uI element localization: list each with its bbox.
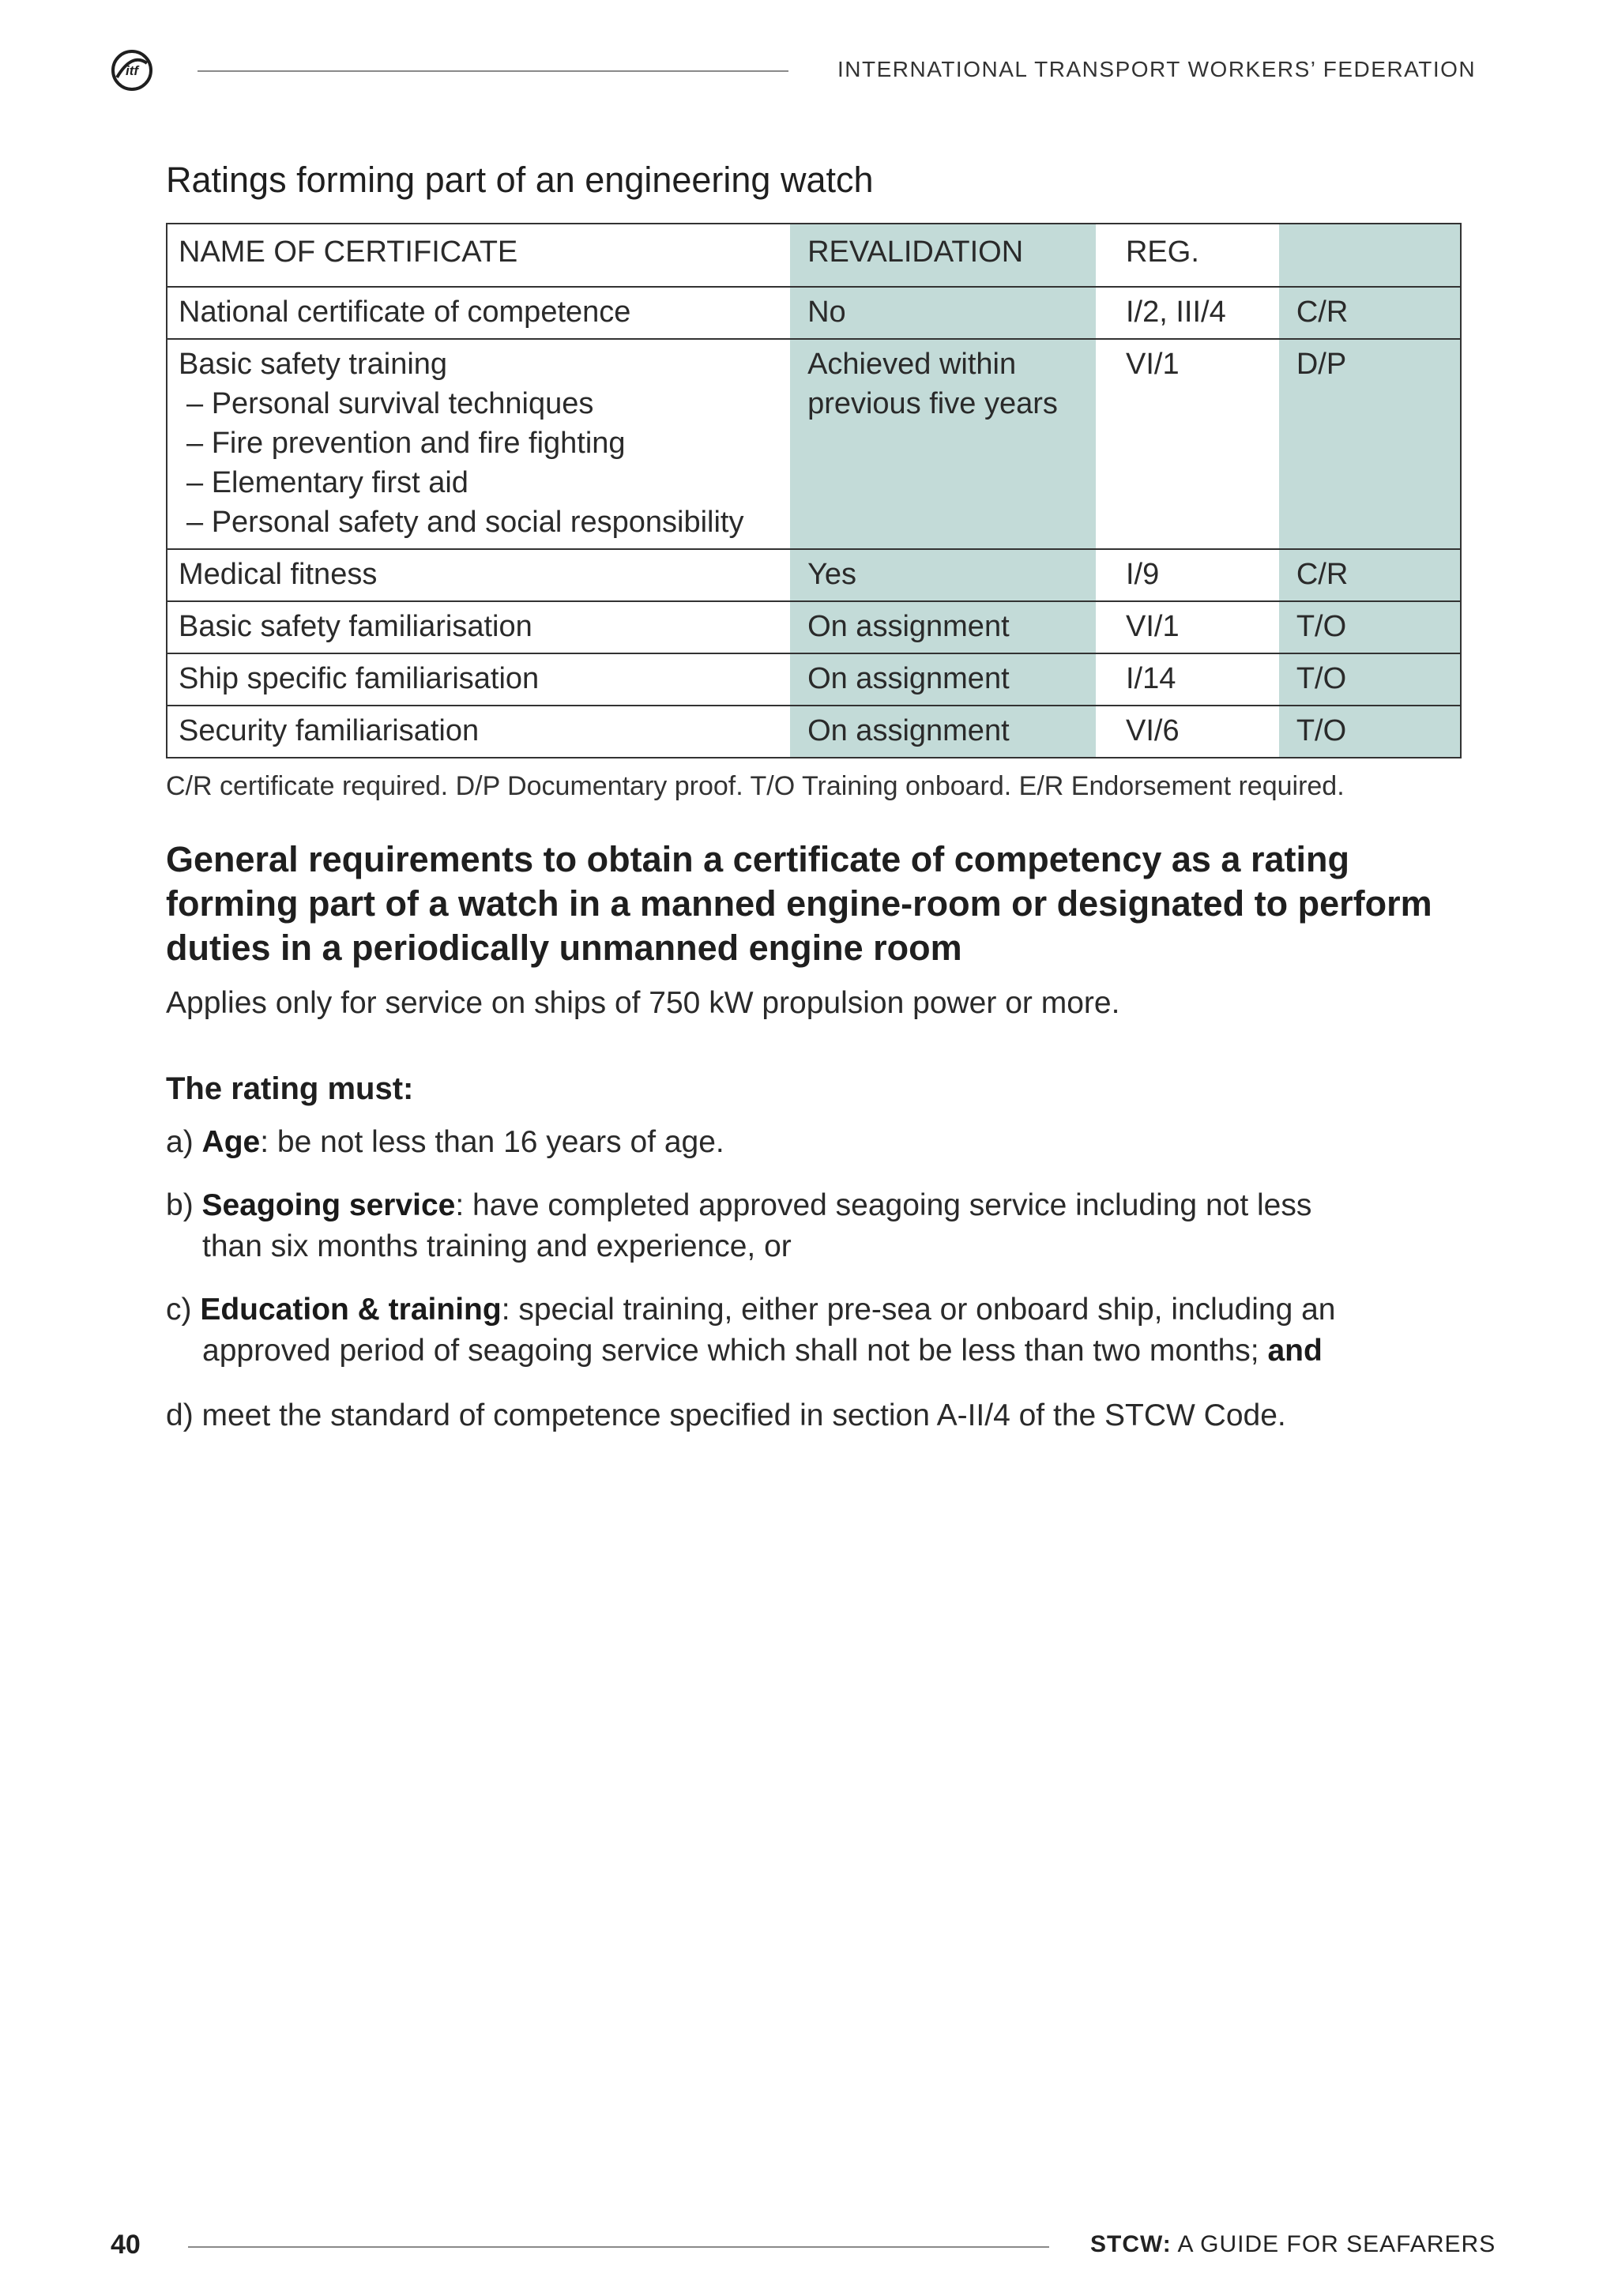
item-marker: b) bbox=[166, 1188, 194, 1222]
column-header-name: NAME OF CERTIFICATE bbox=[167, 224, 790, 287]
item-text: : be not less than 16 years of age. bbox=[260, 1125, 724, 1159]
item-term: Age bbox=[201, 1125, 261, 1159]
cell-certificate-name: National certificate of competence bbox=[167, 287, 790, 339]
list-item: – Elementary first aid bbox=[186, 466, 468, 499]
cell-certificate-name: Ship specific familiarisation bbox=[167, 653, 790, 706]
cell-revalidation: On assignment bbox=[790, 653, 1096, 706]
cell-reg: I/9 bbox=[1096, 549, 1279, 601]
cell-reg: VI/1 bbox=[1096, 601, 1279, 653]
footer-title-bold: STCW: bbox=[1090, 2231, 1172, 2257]
column-header-revalidation: REVALIDATION bbox=[790, 224, 1096, 287]
table-row bbox=[167, 601, 1461, 653]
footer-title-rest: A GUIDE FOR SEAFARERS bbox=[1177, 2231, 1496, 2257]
training-sub-list bbox=[179, 384, 779, 542]
cell-certificate-name: Basic safety familiarisation bbox=[167, 601, 790, 653]
item-term: Education & training bbox=[200, 1293, 502, 1327]
cell-reg: I/2, III/4 bbox=[1096, 287, 1279, 339]
itf-logo-icon bbox=[111, 49, 153, 92]
cell-code: C/R bbox=[1279, 287, 1461, 339]
cell-revalidation: No bbox=[790, 287, 1096, 339]
header-organization: INTERNATIONAL TRANSPORT WORKERS’ FEDERATION bbox=[837, 57, 1477, 81]
requirement-item-education-training bbox=[166, 1289, 1477, 1372]
list-item: – Personal safety and social responsibility bbox=[186, 506, 744, 539]
cell-code: C/R bbox=[1279, 549, 1461, 601]
table-row bbox=[167, 549, 1461, 601]
applicability-note: Applies only for service on ships of 750 kW propulsion power or more. bbox=[166, 986, 1120, 1020]
section-title: Ratings forming part of an engineering watch bbox=[166, 160, 874, 200]
cell-certificate-name bbox=[167, 339, 790, 549]
general-requirements-heading: General requirements to obtain a certificate of competency as a rating forming part of a watch in a manned engine-room or designated to perform duties in a periodically unmanned engine room bbox=[166, 839, 1432, 968]
logo-text: itf bbox=[125, 63, 139, 78]
requirement-item-competence bbox=[166, 1395, 1477, 1436]
footer-divider bbox=[188, 2246, 1049, 2248]
list-item: – Personal survival techniques bbox=[186, 387, 594, 420]
page-number: 40 bbox=[111, 2230, 141, 2260]
requirement-item-seagoing-service bbox=[166, 1185, 1477, 1267]
item-marker: c) bbox=[166, 1293, 192, 1327]
item-text: meet the standard of competence specified in section A-II/4 of the STCW Code. bbox=[201, 1398, 1286, 1432]
rating-must-heading: The rating must: bbox=[166, 1071, 414, 1106]
cell-reg: I/14 bbox=[1096, 653, 1279, 706]
item-marker: d) bbox=[166, 1398, 194, 1432]
item-continuation: than six months training and experience, or bbox=[202, 1229, 792, 1263]
item-text: : special training, either pre-sea or onboard ship, including an bbox=[501, 1293, 1336, 1327]
requirement-item-age bbox=[166, 1122, 1477, 1163]
table-row bbox=[167, 653, 1461, 706]
cell-revalidation: On assignment bbox=[790, 706, 1096, 758]
item-marker: a) bbox=[166, 1125, 194, 1159]
table-header-row bbox=[167, 224, 1461, 287]
table-row bbox=[167, 287, 1461, 339]
item-tail: and bbox=[1267, 1334, 1323, 1368]
column-header-reg: REG. bbox=[1096, 224, 1279, 287]
cell-certificate-name: Medical fitness bbox=[167, 549, 790, 601]
item-continuation-line bbox=[166, 1331, 1477, 1372]
cell-code: T/O bbox=[1279, 706, 1461, 758]
table-footnote: C/R certificate required. D/P Documentary proof. T/O Training onboard. E/R Endorsement required. bbox=[166, 771, 1345, 801]
cell-revalidation: Achieved within previous five years bbox=[790, 339, 1096, 549]
cell-code: D/P bbox=[1279, 339, 1461, 549]
header-divider bbox=[198, 70, 788, 72]
footer-title bbox=[1090, 2231, 1496, 2258]
certificate-name: Basic safety training bbox=[179, 348, 448, 381]
cell-code: T/O bbox=[1279, 653, 1461, 706]
cell-revalidation: On assignment bbox=[790, 601, 1096, 653]
cell-reg: VI/6 bbox=[1096, 706, 1279, 758]
item-text: : have completed approved seagoing service including not less bbox=[455, 1188, 1312, 1222]
item-term: Seagoing service bbox=[201, 1188, 456, 1222]
certificate-table bbox=[166, 223, 1462, 758]
cell-code: T/O bbox=[1279, 601, 1461, 653]
cell-revalidation: Yes bbox=[790, 549, 1096, 601]
column-header-code bbox=[1279, 224, 1461, 287]
cell-reg: VI/1 bbox=[1096, 339, 1279, 549]
cell-certificate-name: Security familiarisation bbox=[167, 706, 790, 758]
table-row bbox=[167, 339, 1461, 549]
item-continuation: approved period of seagoing service which shall not be less than two months; bbox=[202, 1334, 1259, 1368]
list-item: – Fire prevention and fire fighting bbox=[186, 427, 626, 460]
table-row bbox=[167, 706, 1461, 758]
